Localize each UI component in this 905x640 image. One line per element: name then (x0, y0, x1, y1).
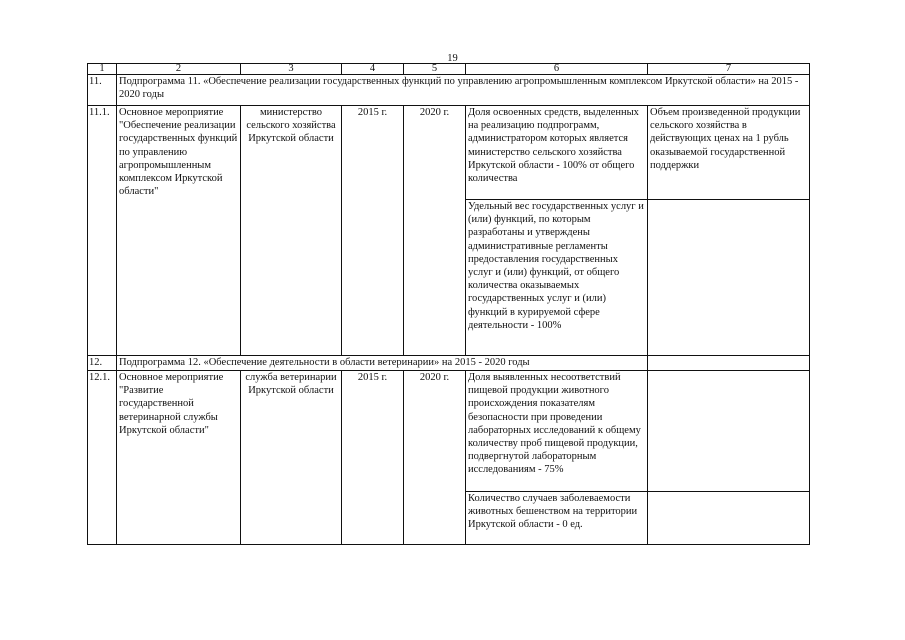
column-number: 3 (241, 64, 342, 75)
executor: министерство сельского хозяйства Иркутской области (241, 106, 342, 356)
column-number: 5 (404, 64, 466, 75)
subprogram-row (88, 75, 810, 106)
program-table (87, 63, 810, 545)
measure-name: Основное мероприятие "Обеспечение реализации государственных функций по управлению агропромышленным комплексом Иркутской области" (117, 106, 241, 356)
column-number: 2 (117, 64, 241, 75)
row-number: 12.1. (88, 371, 117, 545)
empty-cell (648, 356, 810, 371)
column-number: 7 (648, 64, 810, 75)
column-number: 4 (342, 64, 404, 75)
result (648, 200, 810, 356)
start-year: 2015 г. (342, 371, 404, 545)
start-year: 2015 г. (342, 106, 404, 356)
subprogram-row (88, 356, 810, 371)
column-number: 6 (466, 64, 648, 75)
subprogram-title: Подпрограмма 12. «Обеспечение деятельности в области ветеринарии» на 2015 - 2020 годы (117, 356, 648, 371)
subprogram-title: Подпрограмма 11. «Обеспечение реализации государственных функций по управлению агропромышленным комплексом Иркутской области» на 2015 - 2020 годы (117, 75, 810, 106)
end-year: 2020 г. (404, 106, 466, 356)
measure-name: Основное мероприятие "Развитие государственной ветеринарной службы Иркутской области" (117, 371, 241, 545)
row-number: 12. (88, 356, 117, 371)
column-number: 1 (88, 64, 117, 75)
executor: служба ветеринарии Иркутской области (241, 371, 342, 545)
result: Объем произведенной продукции сельского хозяйства в действующих ценах на 1 рубль оказываемой государственной поддержки (648, 106, 810, 200)
result (648, 371, 810, 492)
column-number-row (88, 64, 810, 75)
indicator: Количество случаев заболеваемости животных бешенством на территории Иркутской области - 0 ед. (466, 492, 648, 545)
end-year: 2020 г. (404, 371, 466, 545)
indicator: Доля освоенных средств, выделенных на реализацию подпрограмм, администратором которых является министерство сельского хозяйства Иркутской области - 100% от общего количества (466, 106, 648, 200)
indicator: Доля выявленных несоответствий пищевой продукции животного происхождения показателям безопасности при проведении лабораторных исследований к общему количеству проб пищевой продукции, подвергнутой лабораторным исследованиям - 75% (466, 371, 648, 492)
indicator: Удельный вес государственных услуг и (или) функций, по которым разработаны и утверждены административные регламенты предоставления государственных услуг и (или) функций, от общего количества оказываемых государственных услуг и (или) функций в курируемой сфере деятельности - 100% (466, 200, 648, 356)
measure-row (88, 371, 810, 492)
row-number: 11.1. (88, 106, 117, 356)
result (648, 492, 810, 545)
row-number: 11. (88, 75, 117, 106)
measure-row (88, 106, 810, 200)
page-number: 19 (447, 53, 458, 64)
